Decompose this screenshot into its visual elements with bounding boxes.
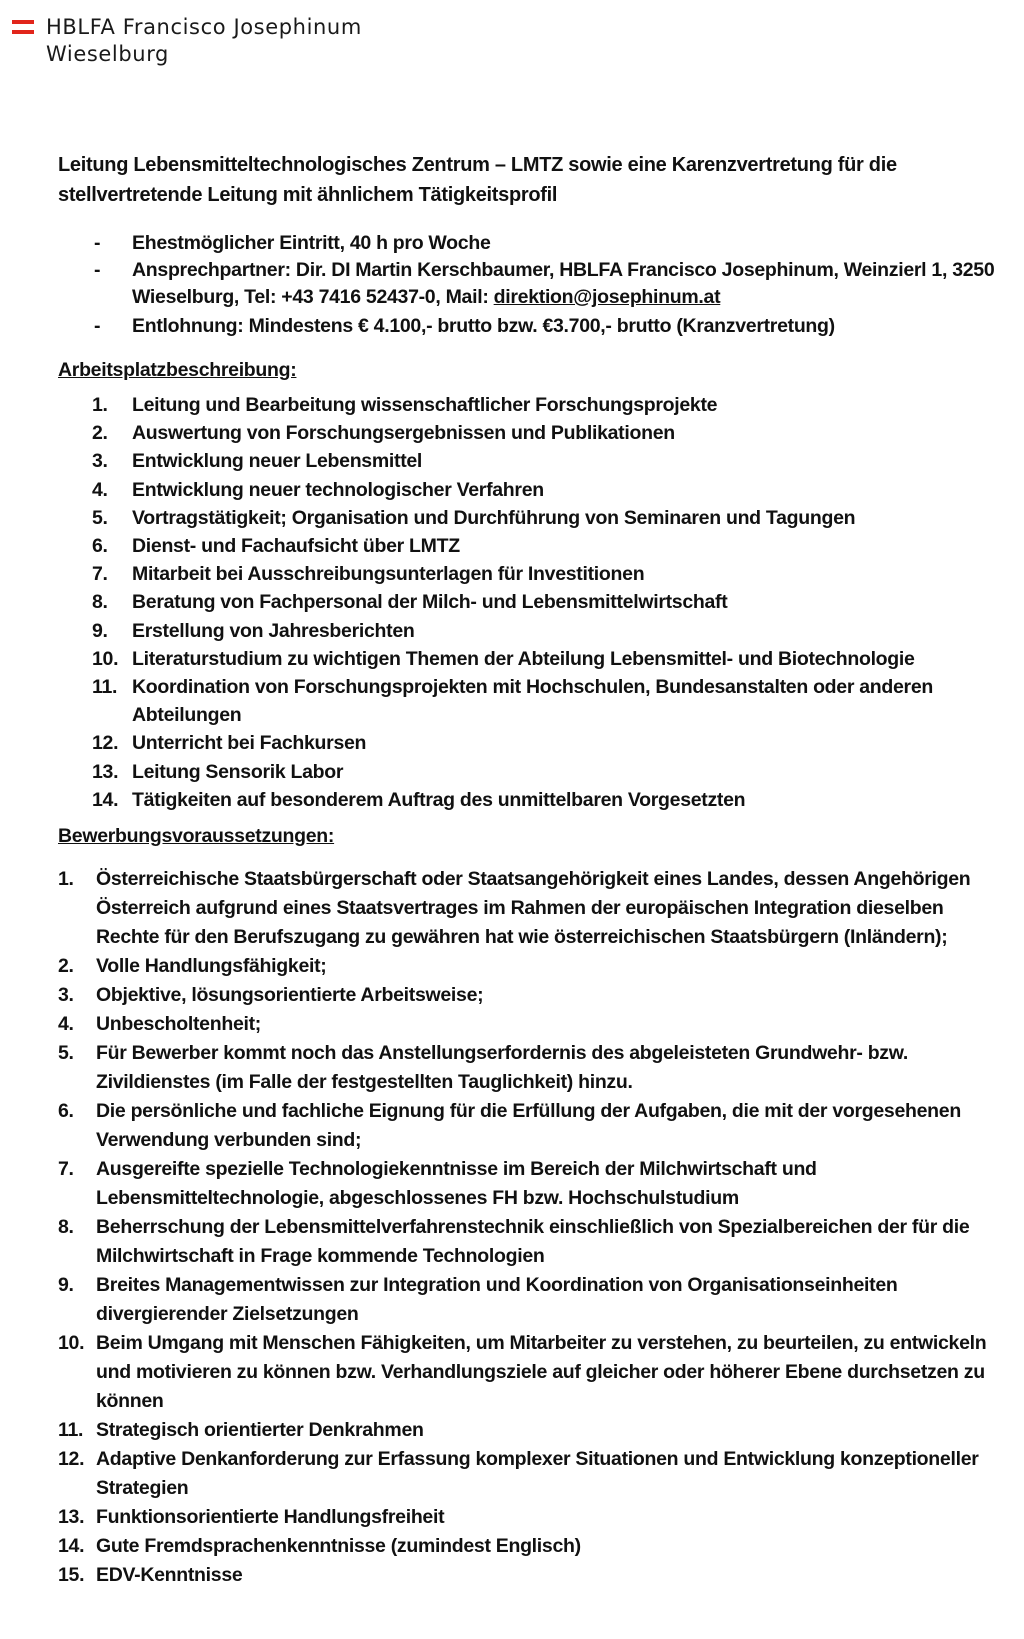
list-item-number: 8. bbox=[58, 1216, 74, 1238]
list-item-number: 3. bbox=[58, 984, 74, 1006]
list-item-text: Entwicklung neuer Lebensmittel bbox=[132, 450, 423, 473]
list-item-text: Für Bewerber kommt noch das Anstellungserfordernis des abgeleisteten Grundwehr- bzw. Zivildienstes (im Falle der festgestellten Tauglichkeit) hinzu. bbox=[96, 1042, 909, 1093]
list-item-text: Die persönliche und fachliche Eignung für die Erfüllung der Aufgaben, die mit der vorgesehenen Verwendung verbunden sind; bbox=[96, 1100, 961, 1151]
task-list-item bbox=[58, 758, 992, 786]
list-item-number: 9. bbox=[58, 1274, 74, 1296]
list-item-text: Adaptive Denkanforderung zur Erfassung komplexer Situationen und Entwicklung konzeptioneller Strategien bbox=[96, 1448, 979, 1499]
job-title: Leitung Lebensmitteltechnologisches Zentrum – LMTZ sowie eine Karenzvertretung für die stellvertretende Leitung mit ähnlichem Tätigkeitsprofil bbox=[58, 154, 897, 206]
requirement-list-item bbox=[58, 1039, 1001, 1097]
list-item-number: 3. bbox=[92, 450, 108, 473]
requirement-list-item bbox=[58, 1416, 1001, 1445]
list-item-number: 7. bbox=[92, 563, 108, 586]
bullet-dash: - bbox=[94, 315, 101, 337]
list-item-number: 2. bbox=[58, 955, 74, 977]
list-item-number: 4. bbox=[92, 478, 108, 501]
requirement-list-item bbox=[58, 865, 1001, 952]
logo-line-location: Wieselburg bbox=[46, 42, 169, 66]
requirement-list-item bbox=[58, 1503, 1001, 1532]
task-list bbox=[58, 391, 1008, 814]
requirement-list-item bbox=[58, 1329, 1001, 1416]
list-item-number: 10. bbox=[92, 647, 119, 670]
logo-text bbox=[46, 14, 362, 68]
task-list-item bbox=[58, 532, 992, 560]
info-item-entlohnung bbox=[58, 313, 998, 340]
list-item-text: Beherrschung der Lebensmittelverfahrenstechnik einschließlich von Spezialbereichen der für die Milchwirtschaft in Frage kommende Technologien bbox=[96, 1216, 970, 1267]
section-heading-bewerbung: Bewerbungsvoraussetzungen: bbox=[58, 825, 335, 847]
task-list-item bbox=[58, 729, 992, 757]
list-item-text: Volle Handlungsfähigkeit; bbox=[96, 955, 327, 977]
requirement-list-item bbox=[58, 1010, 1001, 1039]
info-item-contact bbox=[58, 257, 998, 311]
task-list-item bbox=[58, 673, 992, 729]
list-item-text: Tätigkeiten auf besonderem Auftrag des unmittelbaren Vorgesetzten bbox=[132, 788, 746, 811]
list-item-number: 2. bbox=[92, 422, 108, 445]
list-item-text: Entwicklung neuer technologischer Verfahren bbox=[132, 478, 544, 501]
bullet-dash: - bbox=[94, 259, 101, 281]
list-item-number: 7. bbox=[58, 1158, 74, 1180]
task-list-item bbox=[58, 447, 992, 475]
list-item-number: 6. bbox=[92, 535, 108, 558]
list-item-number: 13. bbox=[58, 1506, 85, 1528]
info-item-eintritt bbox=[58, 230, 998, 257]
list-item-number: 1. bbox=[58, 868, 74, 890]
list-item-text: Breites Managementwissen zur Integration und Koordination von Organisationseinheiten divergierender Zielsetzungen bbox=[96, 1274, 898, 1325]
logo-line-institution: HBLFA Francisco Josephinum bbox=[46, 15, 362, 39]
list-item-text: Beim Umgang mit Menschen Fähigkeiten, um Mitarbeiter zu verstehen, zu beurteilen, zu entwickeln und motivieren zu können bzw. Verhandlungsziele auf gleicher oder höherer Ebene durchsetzen zu können bbox=[96, 1332, 987, 1412]
list-item-text: Funktionsorientierte Handlungsfreiheit bbox=[96, 1506, 445, 1528]
requirement-list-item bbox=[58, 1561, 1001, 1590]
list-item-text: Dienst- und Fachaufsicht über LMTZ bbox=[132, 535, 460, 558]
task-list-item bbox=[58, 617, 992, 645]
list-item-number: 8. bbox=[92, 591, 108, 614]
task-list-item bbox=[58, 476, 992, 504]
list-item-number: 11. bbox=[58, 1419, 84, 1441]
requirement-list-item bbox=[58, 952, 1001, 981]
requirement-list-item bbox=[58, 1271, 1001, 1329]
list-item-number: 14. bbox=[58, 1535, 85, 1557]
list-item-text: Vortragstätigkeit; Organisation und Durchführung von Seminaren und Tagungen bbox=[132, 506, 856, 529]
job-info-list bbox=[58, 230, 998, 340]
list-item-text: Literaturstudium zu wichtigen Themen der Abteilung Lebensmittel- und Biotechnologie bbox=[132, 647, 915, 670]
info-text: Entlohnung: Mindestens € 4.100,- brutto bzw. €3.700,- brutto (Kranzvertretung) bbox=[132, 315, 835, 337]
list-item-text: Ausgereifte spezielle Technologiekenntnisse im Bereich der Milchwirtschaft und Lebensmitteltechnologie, abgeschlossenes FH bzw. Hochschulstudium bbox=[96, 1158, 817, 1209]
task-list-item bbox=[58, 560, 992, 588]
requirement-list-item bbox=[58, 1445, 1001, 1503]
list-item-text: Mitarbeit bei Ausschreibungsunterlagen für Investitionen bbox=[132, 563, 645, 586]
list-item-number: 5. bbox=[92, 506, 108, 529]
austrian-flag-icon bbox=[12, 20, 34, 34]
bullet-dash: - bbox=[94, 232, 101, 254]
requirement-list-item bbox=[58, 981, 1001, 1010]
section-heading-arbeitsplatz: Arbeitsplatzbeschreibung: bbox=[58, 359, 297, 381]
contact-email-link[interactable]: direktion@josephinum.at bbox=[493, 286, 721, 308]
list-item-number: 6. bbox=[58, 1100, 74, 1122]
list-item-text: Unterricht bei Fachkursen bbox=[132, 732, 367, 755]
list-item-number: 14. bbox=[92, 788, 119, 811]
list-item-number: 12. bbox=[92, 732, 119, 755]
requirement-list-item bbox=[58, 1155, 1001, 1213]
info-text: Ehestmöglicher Eintritt, 40 h pro Woche bbox=[132, 232, 491, 254]
list-item-number: 15. bbox=[58, 1564, 85, 1586]
list-item-number: 11. bbox=[92, 676, 118, 699]
task-list-item bbox=[58, 645, 992, 673]
info-text: Ansprechpartner: Dir. DI Martin Kerschbaumer, HBLFA Francisco Josephinum, Weinzierl 1, 3250 Wieselburg, Tel: +43 7416 52437-0, Mail: bbox=[132, 259, 995, 308]
task-list-item bbox=[58, 419, 992, 447]
list-item-text: Unbescholtenheit; bbox=[96, 1013, 261, 1035]
list-item-number: 4. bbox=[58, 1013, 74, 1035]
list-item-number: 10. bbox=[58, 1332, 85, 1354]
list-item-number: 12. bbox=[58, 1448, 85, 1470]
list-item-text: Auswertung von Forschungsergebnissen und Publikationen bbox=[132, 422, 675, 445]
list-item-text: Österreichische Staatsbürgerschaft oder Staatsangehörigkeit eines Landes, dessen Angehörigen Österreich aufgrund eines Staatsvertrages im Rahmen der europäischen Integration dieselben Rechte für den Berufszugang zu gewähren hat wie österreichischen Staatsbürgern (Inländern); bbox=[96, 868, 971, 948]
list-item-text: EDV-Kenntnisse bbox=[96, 1564, 243, 1586]
task-list-item bbox=[58, 391, 992, 419]
list-item-number: 1. bbox=[92, 394, 108, 416]
requirement-list-item bbox=[58, 1532, 1001, 1561]
list-item-text: Objektive, lösungsorientierte Arbeitsweise; bbox=[96, 984, 484, 1006]
list-item-text: Erstellung von Jahresberichten bbox=[132, 619, 415, 642]
list-item-text: Koordination von Forschungsprojekten mit Hochschulen, Bundesanstalten oder anderen Abteilungen bbox=[132, 676, 933, 727]
task-list-item bbox=[58, 588, 992, 616]
list-item-text: Strategisch orientierter Denkrahmen bbox=[96, 1419, 424, 1441]
requirement-list-item bbox=[58, 1213, 1001, 1271]
list-item-text: Leitung Sensorik Labor bbox=[132, 760, 344, 783]
list-item-number: 5. bbox=[58, 1042, 74, 1064]
task-list-item bbox=[58, 504, 992, 532]
list-item-number: 9. bbox=[92, 619, 108, 642]
list-item-text: Leitung und Bearbeitung wissenschaftlicher Forschungsprojekte bbox=[132, 394, 718, 416]
list-item-text: Gute Fremdsprachenkenntnisse (zumindest Englisch) bbox=[96, 1535, 581, 1557]
requirement-list-item bbox=[58, 1097, 1001, 1155]
list-item-number: 13. bbox=[92, 760, 119, 783]
list-item-text: Beratung von Fachpersonal der Milch- und Lebensmittelwirtschaft bbox=[132, 591, 728, 614]
task-list-item bbox=[58, 786, 992, 814]
requirement-list bbox=[58, 865, 1008, 1590]
